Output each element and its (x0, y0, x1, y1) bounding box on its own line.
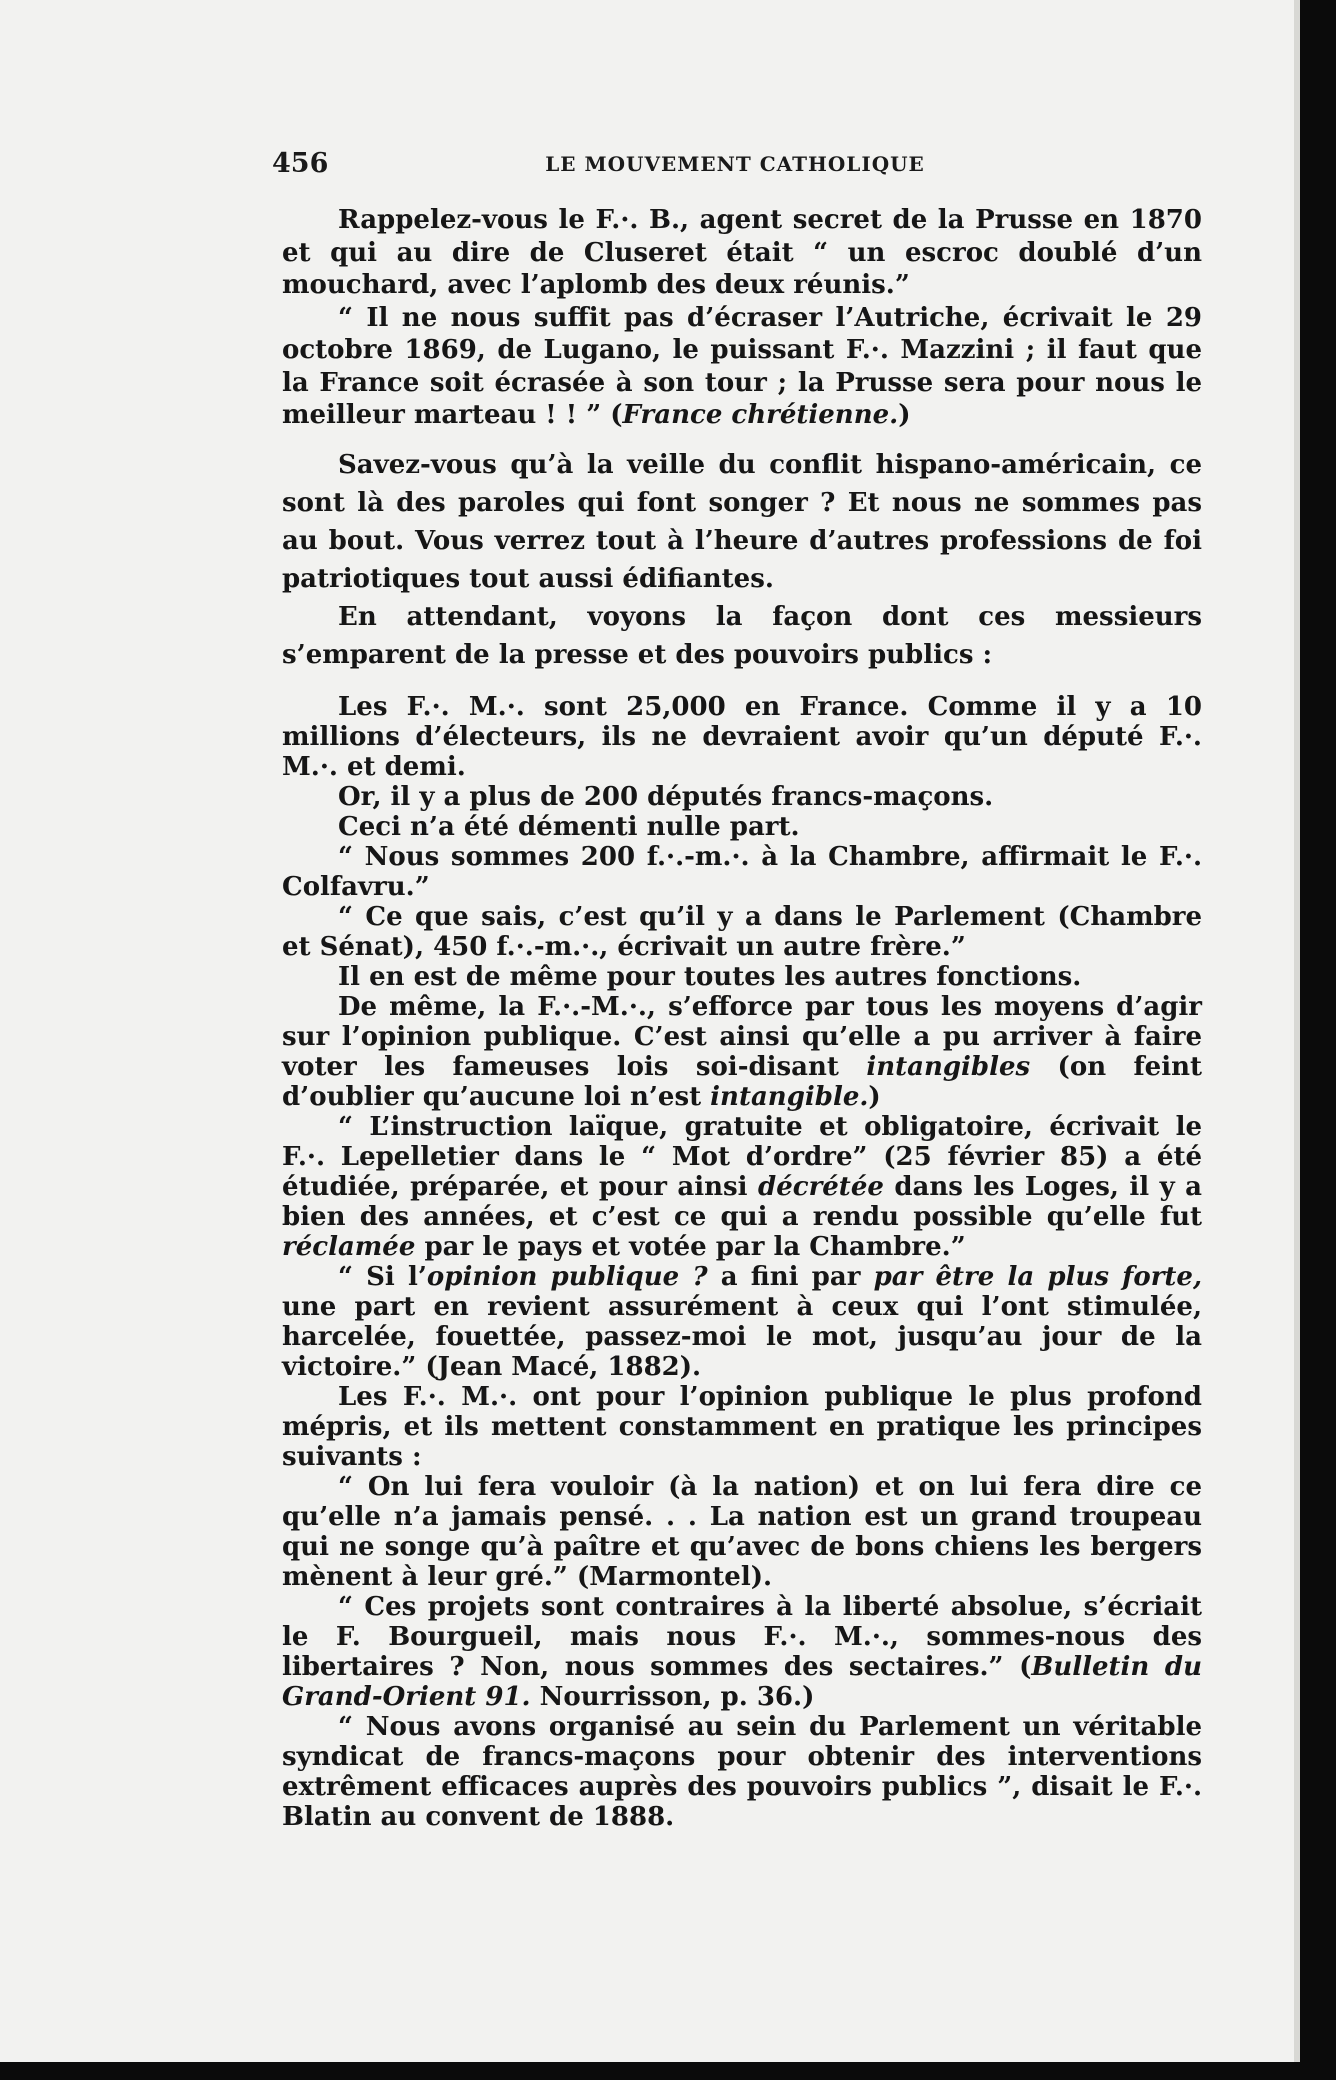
paragraph: Rappelez-vous le F.·. B., agent secret de la Prusse en 1870 et qui au dire de Cluseret était “ un escroc doublé d’un mouchard, avec l’aplomb des deux réunis.” (282, 205, 1202, 300)
paragraph: “ Ces projets sont contraires à la liberté absolue, s’écriait le F. Bourgueil, mais nous F.·. M.·., sommes-nous des libertaires ? Non, nous sommes des sectaires.” (Bulletin du Grand-Orient 91. Nourrisson, p. 36.) (282, 1591, 1202, 1712)
page-body (282, 204, 1202, 1832)
paragraph: De même, la F.·.-M.·., s’efforce par tous les moyens d’agir sur l’opinion publique. C’est ainsi qu’elle a pu arriver à faire voter les fameuses lois soi-disant intangibles (on feint d’oublier qu’aucune loi n’est intangible.) (282, 991, 1203, 1112)
paragraph: “ Il ne nous suffit pas d’écraser l’Autriche, écrivait le 29 octobre 1869, de Lugano, le puissant F.·. Mazzini ; il faut que la France soit écrasée à son tour ; la Prusse sera pour nous le meilleur marteau ! ! ” (France chrétienne.) (282, 302, 1202, 430)
running-title: LE MOUVEMENT CATHOLIQUE (545, 152, 925, 176)
paragraph: Ceci n’a été démenti nulle part. (338, 811, 800, 842)
paragraph: “ Ce que sais, c’est qu’il y a dans le Parlement (Chambre et Sénat), 450 f.·.-m.·., écrivait un autre frère.” (282, 901, 1202, 962)
paragraph: “ On lui fera vouloir (à la nation) et on lui fera dire ce qu’elle n’a jamais pensé. . . La nation est un grand troupeau qui ne songe qu’à paître et qu’avec de bons chiens les bergers mènent à leur gré.” (Marmontel). (282, 1471, 1202, 1592)
page-number: 456 (272, 148, 329, 179)
paragraph: Savez-vous qu’à la veille du conflit hispano-américain, ce sont là des paroles qui font songer ? Et nous ne sommes pas au bout. Vous verrez tout à l’heure d’autres professions de foi patriotiques tout aussi édifiantes. (282, 449, 1202, 594)
paragraph: Les F.·. M.·. sont 25,000 en France. Comme il y a 10 millions d’électeurs, ils ne devraient avoir qu’un député F.·. M.·. et demi. (282, 691, 1202, 782)
page-header (272, 148, 1198, 178)
quoted-block-1 (282, 204, 1202, 432)
paragraph: “ Nous sommes 200 f.·.-m.·. à la Chambre, affirmait le F.·. Colfavru.” (282, 841, 1202, 902)
paragraph: Il en est de même pour toutes les autres fonctions. (338, 961, 1082, 992)
paragraph: Or, il y a plus de 200 députés francs-maçons. (338, 781, 994, 812)
paragraph: “ L’instruction laïque, gratuite et obligatoire, écrivait le F.·. Lepelletier dans le “ Mot d’ordre” (25 février 85) a été étudiée, préparée, et pour ainsi décrétée dans les Loges, il y a bien des années, et c’est ce qui a rendu possible qu’elle fut réclamée par le pays et votée par la Chambre.” (282, 1111, 1202, 1262)
commentary-block (282, 446, 1202, 674)
paragraph: “ Si l’opinion publique ? a fini par par être la plus forte, une part en revient assurément à ceux qui l’ont stimulée, harcelée, fouettée, passez-moi le mot, jusqu’au jour de la victoire.” (Jean Macé, 1882). (282, 1261, 1203, 1382)
paragraph: En attendant, voyons la façon dont ces messieurs s’emparent de la presse et des pouvoirs publics : (282, 601, 1202, 670)
quoted-block-2 (282, 692, 1202, 1832)
paragraph: “ Nous avons organisé au sein du Parlement un véritable syndicat de francs-maçons pour obtenir des interventions extrêment efficaces auprès des pouvoirs publics ”, disait le F.·. Blatin au convent de 1888. (282, 1711, 1202, 1832)
paragraph: Les F.·. M.·. ont pour l’opinion publique le plus profond mépris, et ils mettent constamment en pratique les principes suivants : (282, 1381, 1202, 1472)
